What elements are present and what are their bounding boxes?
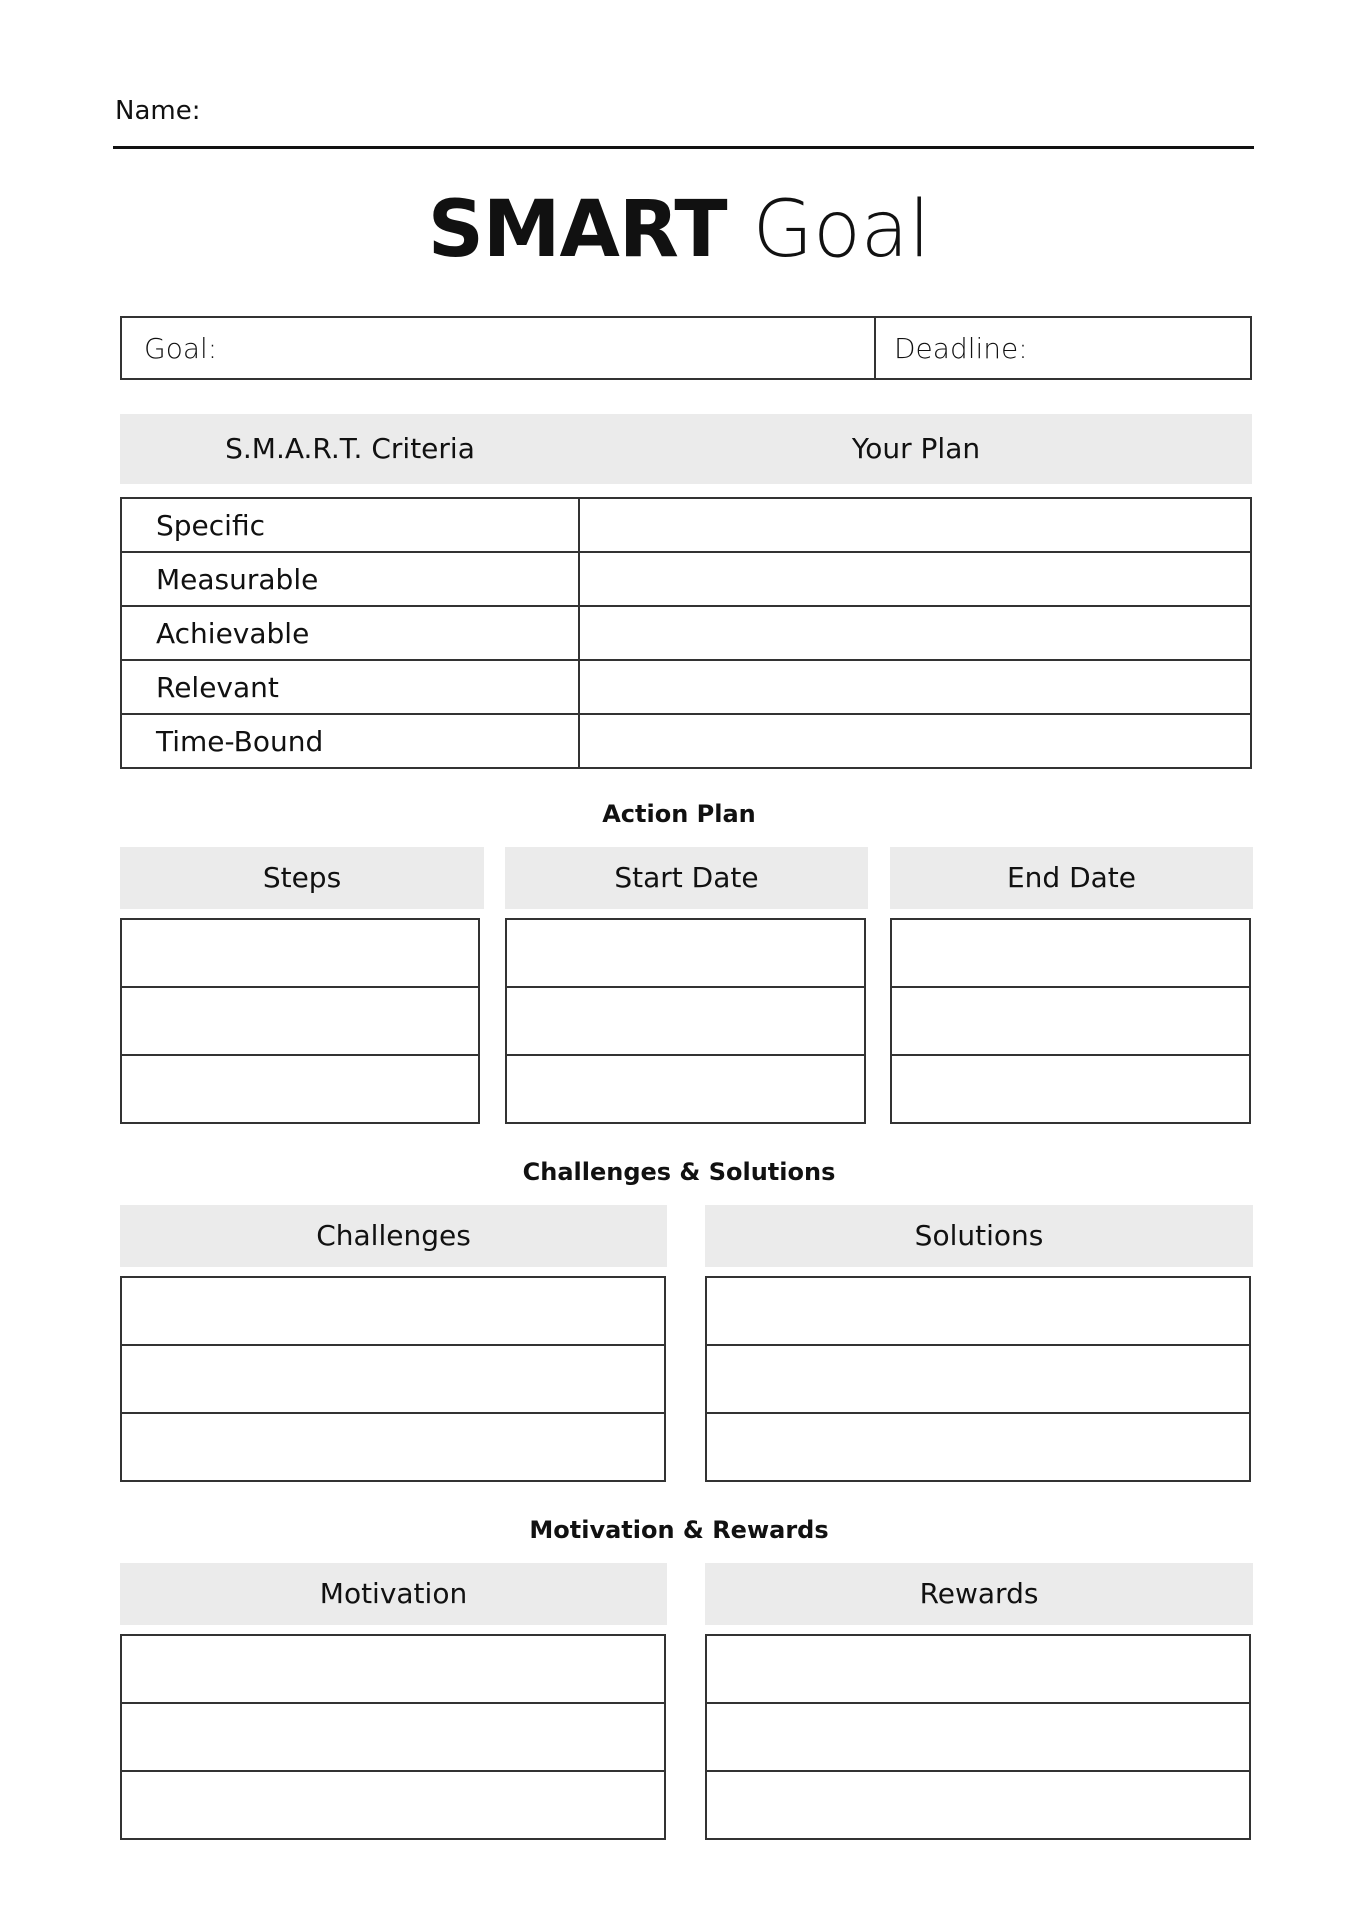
rewards-box <box>705 1634 1251 1840</box>
solutions-header: Solutions <box>705 1205 1253 1267</box>
end-date-row[interactable] <box>892 988 1249 1056</box>
solutions-row[interactable] <box>707 1278 1249 1346</box>
motivation-header: Motivation <box>120 1563 667 1625</box>
start-date-header: Start Date <box>505 847 868 909</box>
name-input-line[interactable] <box>113 146 1254 149</box>
plan-field-achievable[interactable] <box>580 607 1250 659</box>
criteria-row <box>122 553 1250 607</box>
motivation-row[interactable] <box>122 1636 664 1704</box>
criteria-row <box>122 607 1250 661</box>
deadline-field[interactable] <box>876 318 1250 378</box>
end-date-header: End Date <box>890 847 1253 909</box>
criteria-label-achievable: Achievable <box>122 607 580 659</box>
start-date-row[interactable] <box>507 988 864 1056</box>
end-date-row[interactable] <box>892 920 1249 988</box>
motivation-row[interactable] <box>122 1704 664 1772</box>
criteria-row <box>122 499 1250 553</box>
solutions-box <box>705 1276 1251 1482</box>
rewards-row[interactable] <box>707 1704 1249 1772</box>
motivation-box <box>120 1634 666 1840</box>
steps-box <box>120 918 480 1124</box>
steps-row[interactable] <box>122 988 478 1056</box>
goal-field[interactable] <box>122 318 876 378</box>
plan-header-label: Your Plan <box>851 432 981 465</box>
steps-header: Steps <box>120 847 484 909</box>
end-date-box <box>890 918 1251 1124</box>
solutions-row[interactable] <box>707 1414 1249 1480</box>
plan-field-time-bound[interactable] <box>580 715 1250 767</box>
rewards-header: Rewards <box>705 1563 1253 1625</box>
motivation-rewards-title: Motivation & Rewards <box>529 1516 829 1544</box>
criteria-label-time-bound: Time-Bound <box>122 715 580 767</box>
criteria-label-relevant: Relevant <box>122 661 580 713</box>
start-date-row[interactable] <box>507 920 864 988</box>
criteria-label-specific: Specific <box>122 499 580 551</box>
plan-field-specific[interactable] <box>580 499 1250 551</box>
page-title <box>0 185 1358 275</box>
plan-field-relevant[interactable] <box>580 661 1250 713</box>
criteria-header-label: S.M.A.R.T. Criteria <box>225 432 475 465</box>
deadline-label: Deadline: <box>894 331 1028 365</box>
criteria-row <box>122 715 1250 767</box>
criteria-header <box>120 414 1252 484</box>
steps-row[interactable] <box>122 920 478 988</box>
start-date-row[interactable] <box>507 1056 864 1122</box>
criteria-label-measurable: Measurable <box>122 553 580 605</box>
criteria-row <box>122 661 1250 715</box>
challenges-row[interactable] <box>122 1346 664 1414</box>
steps-row[interactable] <box>122 1056 478 1122</box>
title-bold: SMART <box>427 185 727 275</box>
challenges-row[interactable] <box>122 1414 664 1480</box>
challenges-solutions-title: Challenges & Solutions <box>522 1158 836 1186</box>
start-date-box <box>505 918 866 1124</box>
end-date-row[interactable] <box>892 1056 1249 1122</box>
criteria-table <box>120 497 1252 769</box>
action-plan-title: Action Plan <box>602 800 756 828</box>
challenges-row[interactable] <box>122 1278 664 1346</box>
name-label: Name: <box>115 96 201 126</box>
rewards-row[interactable] <box>707 1772 1249 1838</box>
rewards-row[interactable] <box>707 1636 1249 1704</box>
goal-deadline-row <box>120 316 1252 380</box>
challenges-header: Challenges <box>120 1205 667 1267</box>
title-light: Goal <box>752 185 931 275</box>
solutions-row[interactable] <box>707 1346 1249 1414</box>
motivation-row[interactable] <box>122 1772 664 1838</box>
challenges-box <box>120 1276 666 1482</box>
goal-label: Goal: <box>144 331 218 365</box>
plan-field-measurable[interactable] <box>580 553 1250 605</box>
